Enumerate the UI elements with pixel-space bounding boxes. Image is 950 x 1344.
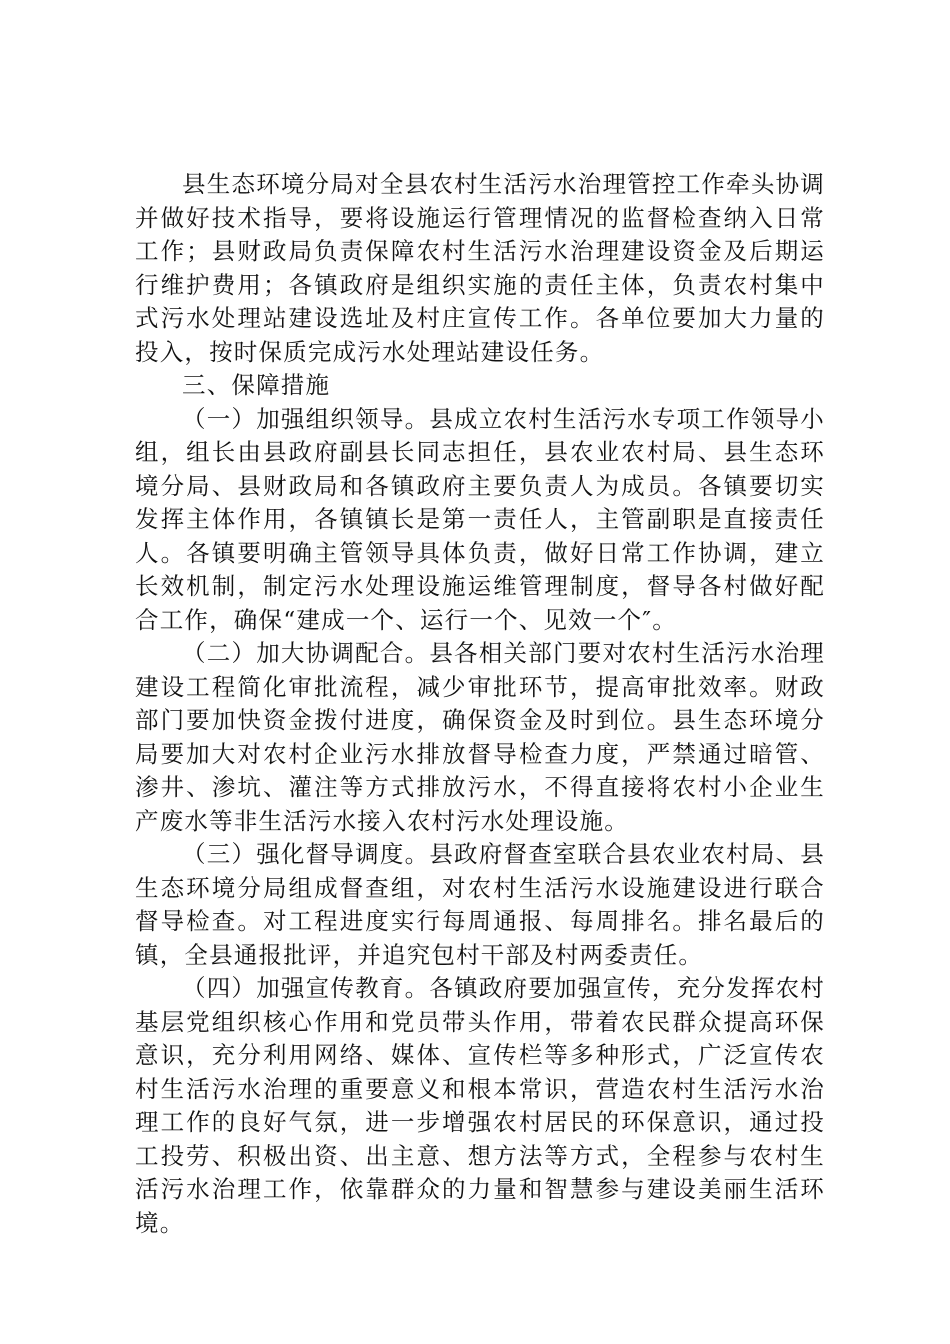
paragraph-publicity-education: （四）加强宣传教育。各镇政府要加强宣传，充分发挥农村基层党组织核心作用和党员带头作用，带着农民群众提高环保意识，充分利用网络、媒体、宣传栏等多种形式，广泛宣传农村生活污水治理的重要意义和根本常识，营造农村生活污水治理工作的良好气氛，进一步增强农村居民的环保意识，通过投工投劳、积极出资、出主意、想方法等方式，全程参与农村生活污水治理工作，依靠群众的力量和智慧参与建设美丽生活环境。 xyxy=(135,974,825,1237)
paragraph-coordination: （二）加大协调配合。县各相关部门要对农村生活污水治理建设工程简化审批流程，减少审批环节，提高审批效率。财政部门要加快资金拨付进度，确保资金及时到位。县生态环境分局要加大对农村企业污水排放督导检查力度，严禁通过暗管、渗井、渗坑、灌注等方式排放污水，不得直接将农村小企业生产废水等非生活污水接入农村污水处理设施。 xyxy=(135,639,825,835)
paragraph-supervision: （三）强化督导调度。县政府督查室联合县农业农村局、县生态环境分局组成督查组，对农村生活污水设施建设进行联合督导检查。对工程进度实行每周通报、每周排名。排名最后的镇，全县通报批评，并追究包村干部及村两委责任。 xyxy=(135,840,825,969)
section-heading-safeguards: 三、保障措施 xyxy=(182,371,331,399)
paragraph-organization-leadership: （一）加强组织领导。县成立农村生活污水专项工作领导小组，组长由县政府副县长同志担任，县农业农村局、县生态环境分局、县财政局和各镇政府主要负责人为成员。各镇要切实发挥主体作用，各镇镇长是第一责任人，主管副职是直接责任人。各镇要明确主管领导具体负责，做好日常工作协调，建立长效机制，制定污水处理设施运维管理制度，督导各村做好配合工作，确保“建成一个、运行一个、见效一个″。 xyxy=(135,404,825,634)
document-body xyxy=(135,168,825,1240)
paragraph-responsibilities: 县生态环境分局对全县农村生活污水治理管控工作牵头协调并做好技术指导，要将设施运行管理情况的监督检查纳入日常工作；县财政局负责保障农村生活污水治理建设资金及后期运行维护费用；各镇政府是组织实施的责任主体，负责农村集中式污水处理站建设选址及村庄宣传工作。各单位要加大力量的投入，按时保质完成污水处理站建设任务。 xyxy=(135,170,825,366)
